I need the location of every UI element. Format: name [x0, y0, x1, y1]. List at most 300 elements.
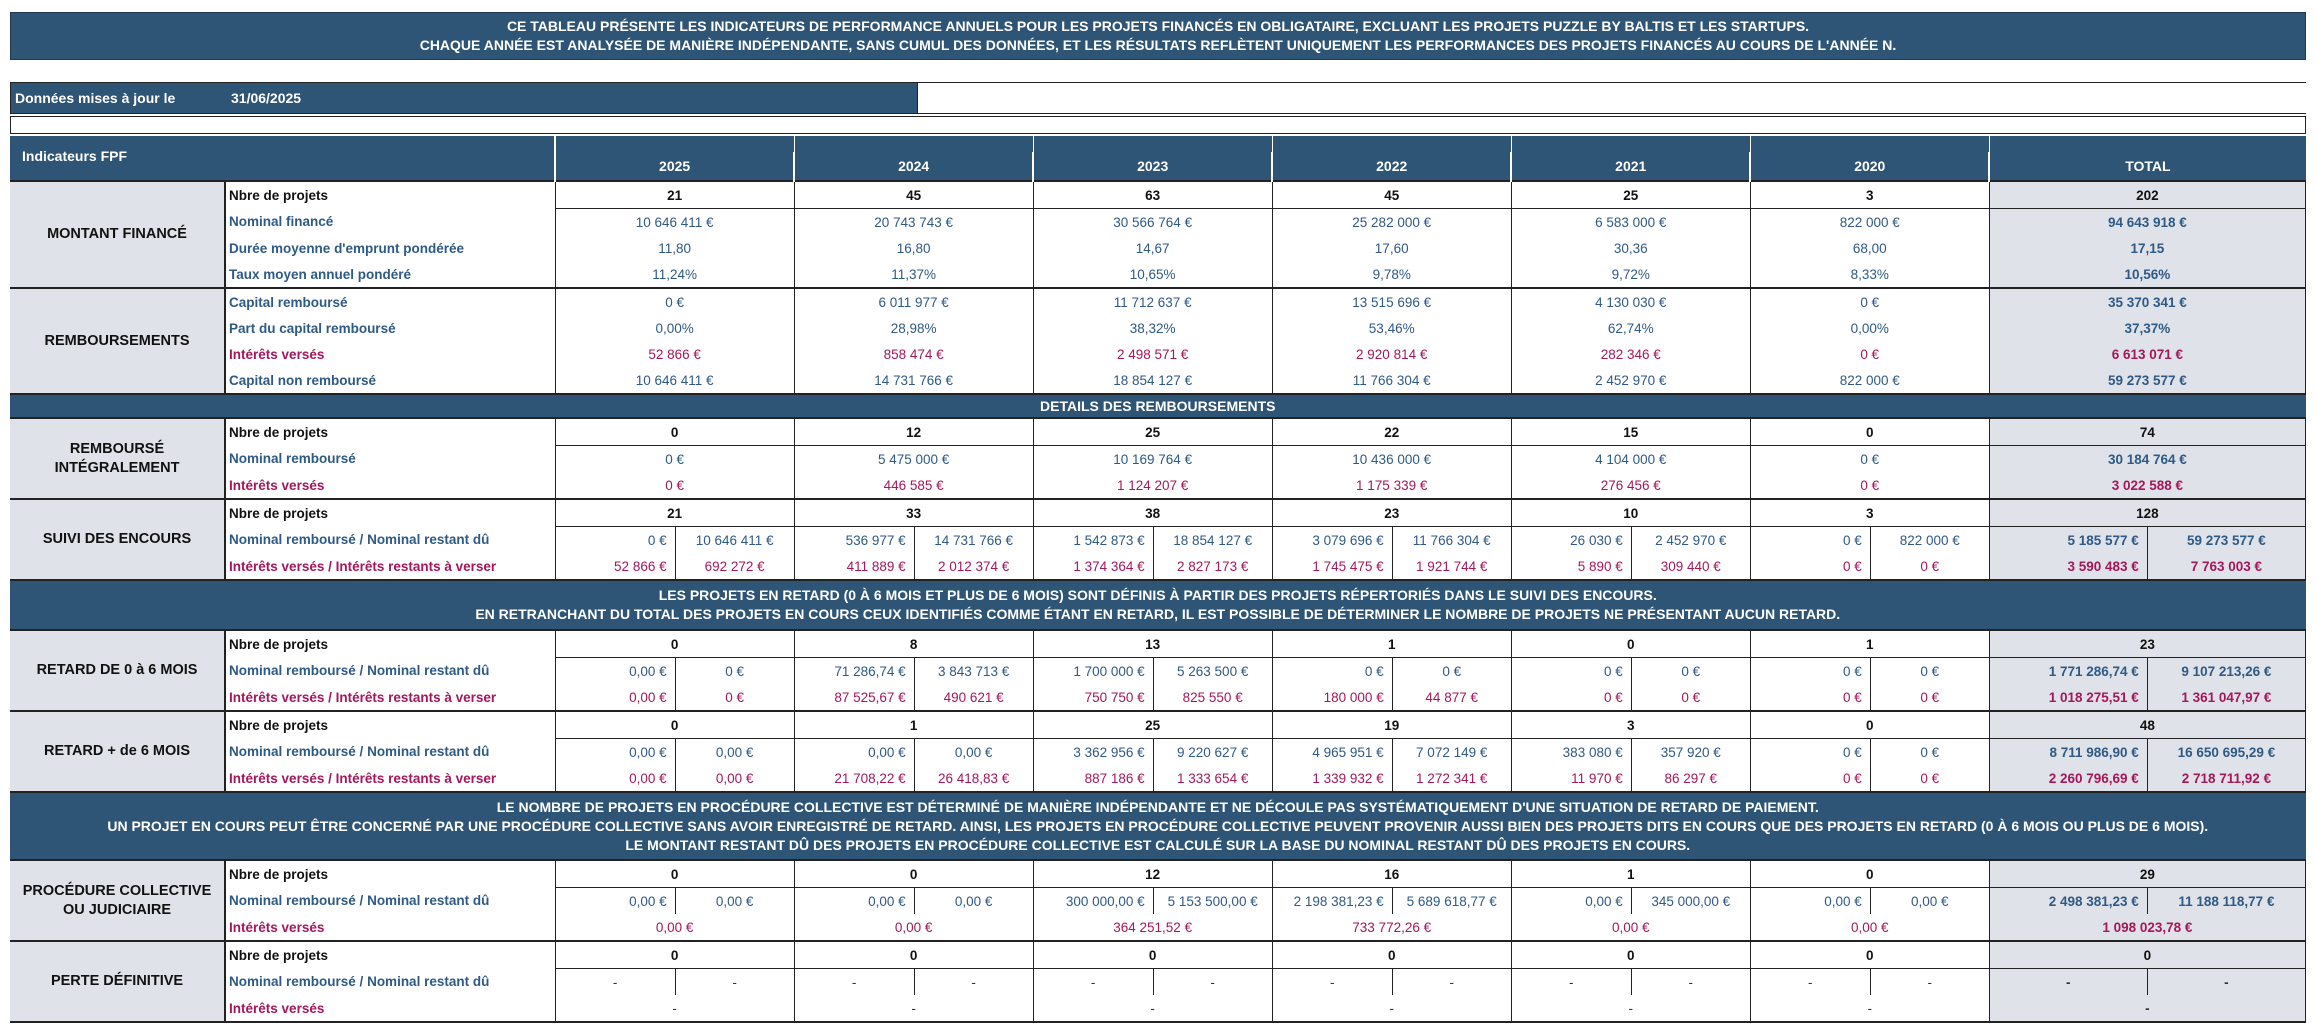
pair-left-cell[interactable]: 750 750 €	[1033, 684, 1153, 711]
value-cell[interactable]: 22	[1272, 418, 1511, 446]
pair-left-cell[interactable]: 21 708,22 €	[794, 765, 914, 792]
category-label: RETARD + de 6 MOIS	[10, 711, 225, 792]
count-cell[interactable]: 0	[1511, 630, 1750, 658]
header-strip	[1272, 136, 1511, 152]
pair-left-cell[interactable]: 1 745 475 €	[1272, 553, 1392, 580]
value-cell[interactable]: 21	[555, 181, 794, 209]
pair-right-cell[interactable]: 692 272 €	[675, 553, 794, 580]
value-cell[interactable]: 11,80	[555, 235, 794, 261]
count-cell[interactable]: 0	[1033, 941, 1272, 969]
pair-right-cell[interactable]: 11 188 118,77 €	[2147, 888, 2305, 915]
value-cell[interactable]: 11,24%	[555, 261, 794, 288]
pair-left-cell[interactable]: 0 €	[1750, 739, 1870, 766]
pair-right-cell[interactable]: 0 €	[1870, 765, 1989, 792]
value-cell[interactable]: 0 €	[1750, 472, 1989, 499]
value-cell[interactable]: 364 251,52 €	[1033, 914, 1272, 941]
dash-cell[interactable]: -	[1989, 969, 2147, 996]
dash-cell[interactable]: -	[794, 969, 914, 996]
pair-left-cell[interactable]: 0,00 €	[555, 684, 675, 711]
dash-cell[interactable]: -	[1153, 969, 1272, 996]
value-cell[interactable]: 4 104 000 €	[1511, 446, 1750, 473]
count-cell[interactable]: 16	[1272, 860, 1511, 888]
pair-left-cell[interactable]: 0,00 €	[555, 658, 675, 685]
value-cell[interactable]: 28,98%	[794, 315, 1033, 341]
pair-left-cell[interactable]: 26 030 €	[1511, 527, 1631, 554]
pair-right-cell[interactable]: 7 763 003 €	[2147, 553, 2305, 580]
count-cell[interactable]: 1	[1272, 630, 1511, 658]
pair-right-cell[interactable]: 822 000 €	[1870, 527, 1989, 554]
count-cell[interactable]: 25	[1033, 711, 1272, 739]
pair-left-cell[interactable]: 2 498 381,23 €	[1989, 888, 2147, 915]
pair-right-cell[interactable]: 2 827 173 €	[1153, 553, 1272, 580]
dash-cell[interactable]: -	[794, 995, 1033, 1022]
pair-right-cell[interactable]: 1 361 047,97 €	[2147, 684, 2305, 711]
total-cell[interactable]: 59 273 577 €	[1989, 367, 2305, 394]
table-title: Indicateurs FPF	[10, 136, 555, 181]
count-cell[interactable]: 0	[1511, 941, 1750, 969]
pair-right-cell[interactable]: 10 646 411 €	[675, 527, 794, 554]
pair-left-cell[interactable]: 0 €	[1750, 765, 1870, 792]
header-strip	[1989, 136, 2305, 152]
row-label: Intérêts versés	[225, 472, 555, 499]
value-cell[interactable]: 0,00 €	[1511, 914, 1750, 941]
row-label: Nbre de projets	[225, 418, 555, 446]
total-cell[interactable]: 3 022 588 €	[1989, 472, 2305, 499]
pair-left-cell[interactable]: 4 965 951 €	[1272, 739, 1392, 766]
pair-right-cell[interactable]: 0 €	[1631, 658, 1750, 685]
total-cell[interactable]: 0	[1989, 941, 2305, 969]
dash-cell[interactable]: -	[1989, 995, 2305, 1022]
row-label: Intérêts versés	[225, 914, 555, 941]
pair-right-cell[interactable]: 1 333 654 €	[1153, 765, 1272, 792]
count-cell[interactable]: 1	[794, 711, 1033, 739]
pair-left-cell[interactable]: 0 €	[1750, 658, 1870, 685]
pair-right-cell[interactable]: 2 718 711,92 €	[2147, 765, 2305, 792]
pair-left-cell[interactable]: 87 525,67 €	[794, 684, 914, 711]
value-cell[interactable]: 0	[555, 418, 794, 446]
pair-left-cell[interactable]: 2 260 796,69 €	[1989, 765, 2147, 792]
pair-right-cell[interactable]: 0,00 €	[1870, 888, 1989, 915]
pair-right-cell[interactable]: 309 440 €	[1631, 553, 1750, 580]
count-cell[interactable]: 0	[555, 941, 794, 969]
row-label: Nbre de projets	[225, 860, 555, 888]
row-label: Intérêts versés	[225, 995, 555, 1022]
value-cell[interactable]: 0,00 €	[794, 914, 1033, 941]
pair-left-cell[interactable]: 1 700 000 €	[1033, 658, 1153, 685]
intro-line: CHAQUE ANNÉE EST ANALYSÉE DE MANIÈRE INDÉPENDANTE, SANS CUMUL DES DONNÉES, ET LES RÉSULTATS REFLÈTENT UNIQUEMENT LES PERFORMANCES DES PROJETS FINANCÉS AU COURS DE L'ANNÉE N.	[419, 37, 1897, 53]
header-total[interactable]: TOTAL	[1989, 152, 2305, 181]
value-cell[interactable]: 858 474 €	[794, 341, 1033, 367]
header-strip	[555, 136, 794, 152]
dash-cell[interactable]: -	[914, 969, 1033, 996]
pair-right-cell[interactable]: 59 273 577 €	[2147, 527, 2305, 554]
row-label: Nbre de projets	[225, 941, 555, 969]
row-label: Part du capital remboursé	[225, 315, 555, 341]
value-cell[interactable]: 0 €	[555, 446, 794, 473]
count-cell[interactable]: 0	[1272, 941, 1511, 969]
pair-left-cell[interactable]: 887 186 €	[1033, 765, 1153, 792]
pair-left-cell[interactable]: 0 €	[1750, 527, 1870, 554]
row-label: Nominal remboursé / Nominal restant dû	[225, 527, 555, 554]
value-cell[interactable]: 10 436 000 €	[1272, 446, 1511, 473]
category-label: MONTANT FINANCÉ	[10, 181, 225, 288]
value-cell[interactable]: 9,78%	[1272, 261, 1511, 288]
pair-right-cell[interactable]: 2 452 970 €	[1631, 527, 1750, 554]
count-cell[interactable]: 0	[1750, 711, 1989, 739]
pair-left-cell[interactable]: 1 542 873 €	[1033, 527, 1153, 554]
pair-left-cell[interactable]: 0 €	[1750, 684, 1870, 711]
value-cell[interactable]: 10,65%	[1033, 261, 1272, 288]
section-banner	[10, 792, 2306, 860]
category-label: PROCÉDURE COLLECTIVE OU JUDICIAIRE	[10, 860, 225, 941]
update-cell[interactable]	[11, 83, 917, 113]
count-cell[interactable]: 0	[555, 630, 794, 658]
pair-right-cell[interactable]: 0 €	[1870, 684, 1989, 711]
value-cell[interactable]: 18 854 127 €	[1033, 367, 1272, 394]
banner-line: EN RETRANCHANT DU TOTAL DES PROJETS EN COURS CEUX IDENTIFIÉS COMME ÉTANT EN RETARD, IL EST POSSIBLE DE DÉTERMINER LE NOMBRE DE PROJETS NE PRÉSENTANT AUCUN RETARD.	[475, 606, 1841, 622]
pair-left-cell[interactable]: 5 890 €	[1511, 553, 1631, 580]
value-cell[interactable]: 10 169 764 €	[1033, 446, 1272, 473]
count-cell[interactable]: 12	[1033, 860, 1272, 888]
value-cell[interactable]: 6 583 000 €	[1511, 209, 1750, 236]
banner-line: UN PROJET EN COURS PEUT ÊTRE CONCERNÉ PAR UNE PROCÉDURE COLLECTIVE SANS AVOIR ENREGISTRÉ DE RETARD. AINSI, LES PROJETS EN PROCÉDURE COLLECTIVE PEUVENT PROVENIR AUSSI BIEN DES PROJETS DITS EN COURS QUE DES PROJETS EN RETARD (0 À 6 MOIS OU PLUS DE 6 MOIS).	[107, 817, 2209, 834]
pair-right-cell[interactable]: 0 €	[675, 684, 794, 711]
value-cell[interactable]: 53,46%	[1272, 315, 1511, 341]
total-cell[interactable]: 1 098 023,78 €	[1989, 914, 2305, 941]
row-label: Durée moyenne d'emprunt pondérée	[225, 235, 555, 261]
pair-right-cell[interactable]: 1 272 341 €	[1392, 765, 1511, 792]
row-label: Nominal remboursé / Nominal restant dû	[225, 739, 555, 766]
value-cell[interactable]: 1 124 207 €	[1033, 472, 1272, 499]
dash-cell[interactable]: -	[555, 995, 794, 1022]
row-label: Intérêts versés / Intérêts restants à verser	[225, 553, 555, 580]
value-cell[interactable]: 4 130 030 €	[1511, 288, 1750, 315]
value-cell[interactable]: 2 452 970 €	[1511, 367, 1750, 394]
row-label: Intérêts versés / Intérêts restants à verser	[225, 684, 555, 711]
pair-right-cell[interactable]: 86 297 €	[1631, 765, 1750, 792]
total-cell[interactable]: 202	[1989, 181, 2305, 209]
pair-right-cell[interactable]: 2 012 374 €	[914, 553, 1033, 580]
count-cell[interactable]: 33	[794, 499, 1033, 527]
value-cell[interactable]: 822 000 €	[1750, 209, 1989, 236]
pair-right-cell[interactable]: 44 877 €	[1392, 684, 1511, 711]
row-label: Nbre de projets	[225, 499, 555, 527]
category-label: PERTE DÉFINITIVE	[10, 941, 225, 1022]
value-cell[interactable]: 0,00 €	[1750, 914, 1989, 941]
row-label: Nominal remboursé	[225, 446, 555, 473]
count-cell[interactable]: 0	[794, 860, 1033, 888]
pair-left-cell[interactable]: 0,00 €	[555, 739, 675, 766]
pair-left-cell[interactable]: 8 711 986,90 €	[1989, 739, 2147, 766]
pair-right-cell[interactable]: 14 731 766 €	[914, 527, 1033, 554]
row-label: Nbre de projets	[225, 181, 555, 209]
count-cell[interactable]: 1	[1750, 630, 1989, 658]
value-cell[interactable]: 10 646 411 €	[555, 367, 794, 394]
pair-right-cell[interactable]: 11 766 304 €	[1392, 527, 1511, 554]
total-cell[interactable]: 6 613 071 €	[1989, 341, 2305, 367]
count-cell[interactable]: 10	[1511, 499, 1750, 527]
value-cell[interactable]: 16,80	[794, 235, 1033, 261]
count-cell[interactable]: 0	[1750, 941, 1989, 969]
value-cell[interactable]: 13 515 696 €	[1272, 288, 1511, 315]
value-cell[interactable]: 25 282 000 €	[1272, 209, 1511, 236]
pair-left-cell[interactable]: 0,00 €	[794, 739, 914, 766]
pair-left-cell[interactable]: 1 018 275,51 €	[1989, 684, 2147, 711]
pair-right-cell[interactable]: 490 621 €	[914, 684, 1033, 711]
update-date: 31/06/2025	[231, 90, 302, 106]
header-year[interactable]: 2022	[1272, 152, 1511, 181]
pair-left-cell[interactable]: 0,00 €	[1511, 888, 1631, 915]
pair-left-cell[interactable]: 2 198 381,23 €	[1272, 888, 1392, 915]
count-cell[interactable]: 38	[1033, 499, 1272, 527]
row-label: Nbre de projets	[225, 630, 555, 658]
pair-left-cell[interactable]: 0 €	[555, 527, 675, 554]
value-cell[interactable]: 2 498 571 €	[1033, 341, 1272, 367]
row-label: Taux moyen annuel pondéré	[225, 261, 555, 288]
dash-cell[interactable]: -	[1511, 969, 1631, 996]
banner-line: LE NOMBRE DE PROJETS EN PROCÉDURE COLLECTIVE EST DÉTERMINÉ DE MANIÈRE INDÉPENDANTE ET NE DÉCOULE PAS SYSTÉMATIQUEMENT D'UNE SITUATION DE RETARD DE PAIEMENT.	[496, 798, 1819, 815]
value-cell[interactable]: 45	[1272, 181, 1511, 209]
total-cell[interactable]: 23	[1989, 630, 2305, 658]
value-cell[interactable]: 2 920 814 €	[1272, 341, 1511, 367]
value-cell[interactable]: 9,72%	[1511, 261, 1750, 288]
row-label: Capital non remboursé	[225, 367, 555, 394]
value-cell[interactable]: 38,32%	[1033, 315, 1272, 341]
header-year[interactable]: 2020	[1750, 152, 1989, 181]
value-cell[interactable]: 3	[1750, 181, 1989, 209]
empty-cell[interactable]	[917, 83, 2306, 113]
count-cell[interactable]: 21	[555, 499, 794, 527]
count-cell[interactable]: 3	[1750, 499, 1989, 527]
value-cell[interactable]: 15	[1511, 418, 1750, 446]
dash-cell[interactable]: -	[2147, 969, 2305, 996]
row-label: Nominal remboursé / Nominal restant dû	[225, 658, 555, 685]
pair-left-cell[interactable]: 411 889 €	[794, 553, 914, 580]
value-cell[interactable]: 30,36	[1511, 235, 1750, 261]
value-cell[interactable]: 6 011 977 €	[794, 288, 1033, 315]
pair-left-cell[interactable]: 1 771 286,74 €	[1989, 658, 2147, 685]
count-cell[interactable]: 8	[794, 630, 1033, 658]
category-label: REMBOURSÉ INTÉGRALEMENT	[10, 418, 225, 499]
value-cell[interactable]: 17,60	[1272, 235, 1511, 261]
pair-right-cell[interactable]: 7 072 149 €	[1392, 739, 1511, 766]
pair-right-cell[interactable]: 0 €	[1392, 658, 1511, 685]
dash-cell[interactable]: -	[1750, 969, 1870, 996]
pair-right-cell[interactable]: 5 263 500 €	[1153, 658, 1272, 685]
value-cell[interactable]: 52 866 €	[555, 341, 794, 367]
pair-left-cell[interactable]: 3 362 956 €	[1033, 739, 1153, 766]
dash-cell[interactable]: -	[1272, 969, 1392, 996]
section-banner	[10, 394, 2306, 418]
value-cell[interactable]: 0,00 €	[555, 914, 794, 941]
row-label: Nominal remboursé / Nominal restant dû	[225, 969, 555, 996]
pair-right-cell[interactable]: 0,00 €	[675, 888, 794, 915]
pair-right-cell[interactable]: 1 921 744 €	[1392, 553, 1511, 580]
total-cell[interactable]: 35 370 341 €	[1989, 288, 2305, 315]
pair-left-cell[interactable]: 180 000 €	[1272, 684, 1392, 711]
dash-cell[interactable]: -	[1631, 969, 1750, 996]
total-cell[interactable]: 30 184 764 €	[1989, 446, 2305, 473]
category-label: RETARD DE 0 à 6 MOIS	[10, 630, 225, 711]
value-cell[interactable]: 11,37%	[794, 261, 1033, 288]
pair-right-cell[interactable]: 0,00 €	[914, 739, 1033, 766]
pair-right-cell[interactable]: 357 920 €	[1631, 739, 1750, 766]
pair-right-cell[interactable]: 0 €	[675, 658, 794, 685]
pair-left-cell[interactable]: 5 185 577 €	[1989, 527, 2147, 554]
value-cell[interactable]: 0 €	[1750, 446, 1989, 473]
banner-line: DETAILS DES REMBOURSEMENTS	[1040, 397, 1276, 414]
pair-left-cell[interactable]: 52 866 €	[555, 553, 675, 580]
pair-right-cell[interactable]: 26 418,83 €	[914, 765, 1033, 792]
dash-cell[interactable]: -	[1392, 969, 1511, 996]
value-cell[interactable]: 733 772,26 €	[1272, 914, 1511, 941]
dash-cell[interactable]: -	[1033, 969, 1153, 996]
pair-left-cell[interactable]: 0,00 €	[555, 765, 675, 792]
count-cell[interactable]: 13	[1033, 630, 1272, 658]
pair-left-cell[interactable]: 1 339 932 €	[1272, 765, 1392, 792]
total-cell[interactable]: 128	[1989, 499, 2305, 527]
pair-right-cell[interactable]: 825 550 €	[1153, 684, 1272, 711]
row-label: Nominal financé	[225, 209, 555, 236]
value-cell[interactable]: 11 712 637 €	[1033, 288, 1272, 315]
total-cell[interactable]: 37,37%	[1989, 315, 2305, 341]
total-cell[interactable]: 10,56%	[1989, 261, 2305, 288]
pair-right-cell[interactable]: 0,00 €	[675, 765, 794, 792]
value-cell[interactable]: 14 731 766 €	[794, 367, 1033, 394]
value-cell[interactable]: 1 175 339 €	[1272, 472, 1511, 499]
dash-cell[interactable]: -	[1272, 995, 1511, 1022]
count-cell[interactable]: 0	[555, 711, 794, 739]
total-cell[interactable]: 29	[1989, 860, 2305, 888]
pair-left-cell[interactable]: 3 590 483 €	[1989, 553, 2147, 580]
pair-left-cell[interactable]: 11 970 €	[1511, 765, 1631, 792]
pair-right-cell[interactable]: 5 153 500,00 €	[1153, 888, 1272, 915]
dash-cell[interactable]: -	[555, 969, 675, 996]
header-year[interactable]: 2023	[1033, 152, 1272, 181]
header-year[interactable]: 2024	[794, 152, 1033, 181]
pair-right-cell[interactable]: 0,00 €	[914, 888, 1033, 915]
count-cell[interactable]: 0	[555, 860, 794, 888]
value-cell[interactable]: 0,00%	[555, 315, 794, 341]
spacer-row	[10, 116, 2306, 134]
pair-right-cell[interactable]: 0 €	[1631, 684, 1750, 711]
count-cell[interactable]: 0	[794, 941, 1033, 969]
value-cell[interactable]: 822 000 €	[1750, 367, 1989, 394]
pair-left-cell[interactable]: 0 €	[1750, 553, 1870, 580]
pair-left-cell[interactable]: 3 079 696 €	[1272, 527, 1392, 554]
value-cell[interactable]: 25	[1511, 181, 1750, 209]
value-cell[interactable]: 25	[1033, 418, 1272, 446]
value-cell[interactable]: 0,00%	[1750, 315, 1989, 341]
pair-right-cell[interactable]: 0 €	[1870, 553, 1989, 580]
count-cell[interactable]: 23	[1272, 499, 1511, 527]
row-label: Nbre de projets	[225, 711, 555, 739]
pair-left-cell[interactable]: 536 977 €	[794, 527, 914, 554]
value-cell[interactable]: 8,33%	[1750, 261, 1989, 288]
total-cell[interactable]: 17,15	[1989, 235, 2305, 261]
row-label: Nominal remboursé / Nominal restant dû	[225, 888, 555, 915]
intro-line: CE TABLEAU PRÉSENTE LES INDICATEURS DE PERFORMANCE ANNUELS POUR LES PROJETS FINANCÉS EN OBLIGATAIRE, EXCLUANT LES PROJETS PUZZLE BY BALTIS ET LES STARTUPS.	[506, 18, 1810, 34]
total-cell[interactable]: 74	[1989, 418, 2305, 446]
dash-cell[interactable]: -	[1750, 995, 1989, 1022]
pair-right-cell[interactable]: 3 843 713 €	[914, 658, 1033, 685]
value-cell[interactable]: 10 646 411 €	[555, 209, 794, 236]
intro-banner	[10, 12, 2306, 60]
pair-right-cell[interactable]: 0 €	[1870, 658, 1989, 685]
value-cell[interactable]: 20 743 743 €	[794, 209, 1033, 236]
pair-right-cell[interactable]: 18 854 127 €	[1153, 527, 1272, 554]
update-row	[10, 82, 2306, 114]
value-cell[interactable]: 62,74%	[1511, 315, 1750, 341]
dash-cell[interactable]: -	[675, 969, 794, 996]
header-strip	[1033, 136, 1272, 152]
pair-left-cell[interactable]: 0 €	[1511, 658, 1631, 685]
value-cell[interactable]: 0 €	[555, 472, 794, 499]
count-cell[interactable]: 19	[1272, 711, 1511, 739]
value-cell[interactable]: 63	[1033, 181, 1272, 209]
pair-right-cell[interactable]: 9 220 627 €	[1153, 739, 1272, 766]
header-year[interactable]: 2025	[555, 152, 794, 181]
header-year[interactable]: 2021	[1511, 152, 1750, 181]
value-cell[interactable]: 68,00	[1750, 235, 1989, 261]
dash-cell[interactable]: -	[1870, 969, 1989, 996]
pair-left-cell[interactable]: 71 286,74 €	[794, 658, 914, 685]
count-cell[interactable]: 0	[1750, 860, 1989, 888]
banner-line: LE MONTANT RESTANT DÛ DES PROJETS EN PROCÉDURE COLLECTIVE EST CALCULÉ SUR LA BASE DU NOMINAL RESTANT DÛ DES PROJETS EN COURS.	[625, 836, 1691, 853]
section-banner	[10, 580, 2306, 630]
pair-left-cell[interactable]: 0,00 €	[794, 888, 914, 915]
pair-left-cell[interactable]: 0 €	[1272, 658, 1392, 685]
count-cell[interactable]: 1	[1511, 860, 1750, 888]
pair-right-cell[interactable]: 0 €	[1870, 739, 1989, 766]
dash-cell[interactable]: -	[1511, 995, 1750, 1022]
value-cell[interactable]: 12	[794, 418, 1033, 446]
total-cell[interactable]: 48	[1989, 711, 2305, 739]
value-cell[interactable]: 282 346 €	[1511, 341, 1750, 367]
pair-left-cell[interactable]: 300 000,00 €	[1033, 888, 1153, 915]
value-cell[interactable]: 45	[794, 181, 1033, 209]
value-cell[interactable]: 0 €	[1750, 288, 1989, 315]
dash-cell[interactable]: -	[1033, 995, 1272, 1022]
value-cell[interactable]: 0 €	[555, 288, 794, 315]
row-label: Intérêts versés / Intérêts restants à verser	[225, 765, 555, 792]
value-cell[interactable]: 0	[1750, 418, 1989, 446]
pair-left-cell[interactable]: 0,00 €	[555, 888, 675, 915]
total-cell[interactable]: 94 643 918 €	[1989, 209, 2305, 236]
row-label: Intérêts versés	[225, 341, 555, 367]
value-cell[interactable]: 5 475 000 €	[794, 446, 1033, 473]
pair-left-cell[interactable]: 1 374 364 €	[1033, 553, 1153, 580]
value-cell[interactable]: 11 766 304 €	[1272, 367, 1511, 394]
header-strip	[1750, 136, 1989, 152]
value-cell[interactable]: 0 €	[1750, 341, 1989, 367]
header-strip	[1511, 136, 1750, 152]
pair-right-cell[interactable]: 0,00 €	[675, 739, 794, 766]
value-cell[interactable]: 276 456 €	[1511, 472, 1750, 499]
pair-right-cell[interactable]: 5 689 618,77 €	[1392, 888, 1511, 915]
pair-right-cell[interactable]: 9 107 213,26 €	[2147, 658, 2305, 685]
pair-left-cell[interactable]: 0 €	[1511, 684, 1631, 711]
pair-left-cell[interactable]: 0,00 €	[1750, 888, 1870, 915]
count-cell[interactable]: 3	[1511, 711, 1750, 739]
pair-left-cell[interactable]: 383 080 €	[1511, 739, 1631, 766]
value-cell[interactable]: 30 566 764 €	[1033, 209, 1272, 236]
category-label: SUIVI DES ENCOURS	[10, 499, 225, 580]
value-cell[interactable]: 14,67	[1033, 235, 1272, 261]
pair-right-cell[interactable]: 345 000,00 €	[1631, 888, 1750, 915]
value-cell[interactable]: 446 585 €	[794, 472, 1033, 499]
pair-right-cell[interactable]: 16 650 695,29 €	[2147, 739, 2305, 766]
